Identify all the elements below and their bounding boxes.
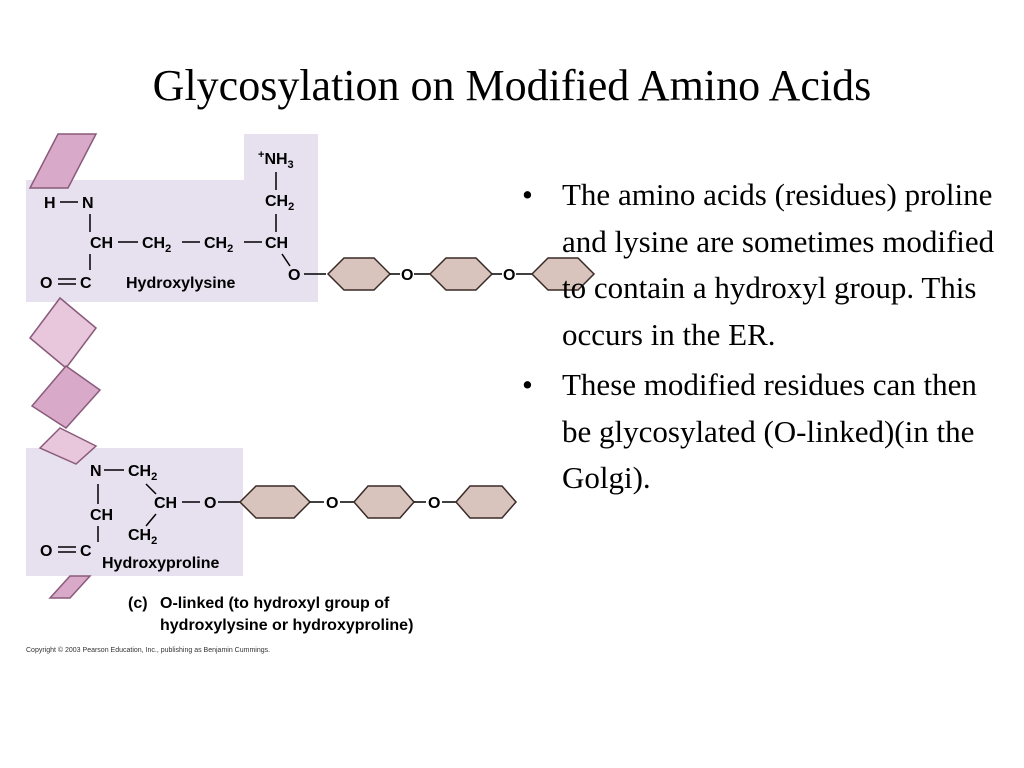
slide-title: Glycosylation on Modified Amino Acids [152,61,872,110]
svg-text:CH: CH [90,235,114,252]
svg-text:O: O [503,267,516,284]
svg-text:CH2: $CH_2$ [142,235,172,255]
sugar-ring [430,258,492,290]
svg-text:CH2: $CH_2$ [128,463,158,483]
bullet-symbol: • [522,367,533,402]
svg-text:N: N [82,195,94,212]
svg-text:CH: CH [90,507,114,524]
svg-text:+NH3: $^+NH_3$ [258,149,294,171]
svg-text:O: O [40,543,53,560]
svg-text:CH: CH [265,235,289,252]
sugar-ring [328,258,390,290]
svg-text:CH: CH [154,495,178,512]
bullet-text: The amino acids (residues) proline and lysine are sometimes modified to contain a hydroxyl group. This occurs in the ER. [562,177,995,352]
svg-text:O: O [401,267,414,284]
caption-line-1: O-linked (to hydroxyl group of [160,595,390,612]
bullet-item [516,172,1006,358]
svg-text:Hydroxyproline: Hydroxyproline [102,555,220,572]
svg-text:CH2: $CH_2$ [204,235,234,255]
caption-line-2: hydroxylysine or hydroxyproline) [160,617,414,634]
svg-text:H: H [44,195,56,212]
caption-tag: (c) [128,595,148,612]
copyright-notice: Copyright © 2003 Pearson Education, Inc., publishing as Benjamin Cummings. [26,647,271,654]
bullet-text: These modified residues can then be glycosylated (O-linked)(in the Golgi). [562,367,977,495]
svg-text:C: C [80,543,92,560]
bullet-list [516,172,1006,506]
svg-text:O: O [204,495,217,512]
svg-text:O: O [428,495,441,512]
svg-text:C: C [80,275,92,292]
sugar-ring [240,486,310,518]
svg-text:O: O [40,275,53,292]
svg-text:Hydroxylysine: Hydroxylysine [126,275,236,292]
hydroxyproline-sugar-chain [218,486,516,518]
sugar-ring [456,486,516,518]
svg-text:CH2: $CH_2$ [128,527,158,547]
bullet-symbol: • [522,177,533,212]
svg-text:O: O [288,267,301,284]
figure-caption [128,595,413,634]
svg-text:N: N [90,463,102,480]
svg-text:CH2: $CH_2$ [265,193,295,213]
svg-text:O: O [326,495,339,512]
sugar-ring [354,486,414,518]
bullet-item [516,362,1006,502]
